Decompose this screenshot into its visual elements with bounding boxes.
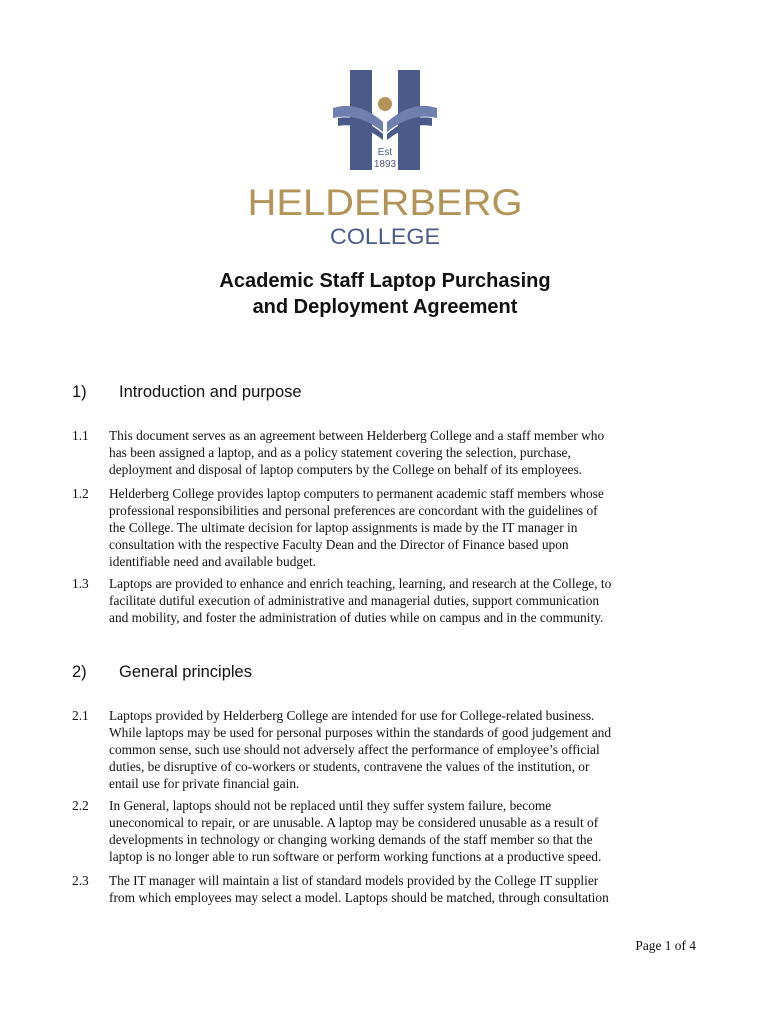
- paragraph-text: [109, 872, 709, 906]
- paragraph-line: developments in technology or changing working demands of the staff member so that the: [109, 832, 593, 847]
- paragraph-line: identifiable need and available budget.: [109, 554, 317, 569]
- section-title: Introduction and purpose: [119, 383, 302, 401]
- paragraph-line: Helderberg College provides laptop computers to permanent academic staff members whose: [109, 486, 604, 501]
- paragraph-line: consultation with the respective Faculty Dean and the Director of Finance based upon: [109, 537, 569, 552]
- title-line-2: and Deployment Agreement: [252, 296, 518, 318]
- paragraph-line: deployment and disposal of laptop computers by the College on behalf of its employees.: [109, 462, 583, 477]
- paragraph-line: Laptops provided by Helderberg College are intended for use for College-related business.: [109, 708, 595, 723]
- paragraph-number: 2.1: [72, 708, 89, 723]
- paragraph-line: This document serves as an agreement between Helderberg College and a staff member who: [109, 428, 605, 443]
- paragraph-line: laptop is no longer able to run software or perform working functions at a productive speed.: [109, 849, 602, 864]
- section-number: 1): [72, 383, 87, 401]
- paragraph-line: the College. The ultimate decision for laptop assignments is made by the IT manager in: [109, 520, 578, 535]
- paragraph-line: The IT manager will maintain a list of standard models provided by the College IT supplier: [109, 873, 599, 888]
- title-line-1: Academic Staff Laptop Purchasing: [219, 270, 551, 292]
- paragraph-number: 2.3: [72, 873, 89, 888]
- paragraph-line: In General, laptops should not be replaced until they suffer system failure, become: [109, 798, 552, 813]
- paragraph-line: common sense, such use should not adversely affect the performance of employee’s official: [109, 742, 600, 757]
- paragraph-line: from which employees may select a model. Laptops should be matched, through consultation: [109, 890, 609, 905]
- paragraph-line: While laptops may be used for personal purposes within the standards of good judgement and: [109, 725, 612, 740]
- college-crest-icon: [240, 60, 530, 255]
- page-number: Page 1 of 4: [635, 938, 696, 953]
- paragraph-text: [109, 797, 709, 865]
- college-logo: [240, 60, 530, 255]
- paragraph-number: 1.2: [72, 486, 89, 501]
- paragraph-line: Laptops are provided to enhance and enrich teaching, learning, and research at the College, to: [109, 576, 612, 591]
- document-title: [0, 268, 770, 320]
- paragraph-line: and mobility, and foster the administration of duties while on campus and in the community.: [109, 610, 604, 625]
- paragraph-text: [109, 427, 709, 478]
- section-number: 2): [72, 663, 87, 681]
- paragraph-number: 2.2: [72, 798, 89, 813]
- paragraph-number: 1.1: [72, 428, 89, 443]
- logo-name: HELDERBERG: [247, 182, 523, 223]
- paragraph-text: [109, 707, 709, 792]
- paragraph-line: uneconomical to repair, or are unusable. A laptop may be considered unusable as a result of: [109, 815, 599, 830]
- paragraph-line: entail use for private financial gain.: [109, 776, 300, 791]
- paragraph-number: 1.3: [72, 576, 89, 591]
- crest-gold-dot: [378, 97, 392, 111]
- section-title: General principles: [119, 663, 252, 681]
- paragraph-line: duties, be disruptive of co-workers or students, contravene the values of the institution, or: [109, 759, 590, 774]
- paragraph-line: facilitate dutiful execution of administrative and managerial duties, support communication: [109, 593, 600, 608]
- paragraph-line: professional responsibilities and personal preferences are concordant with the guidelines of: [109, 503, 598, 518]
- paragraph-line: has been assigned a laptop, and as a policy statement covering the selection, purchase,: [109, 445, 571, 460]
- logo-college: COLLEGE: [330, 224, 440, 249]
- logo-year: 1893: [373, 159, 397, 170]
- paragraph-text: [109, 575, 709, 626]
- paragraph-text: [109, 485, 709, 570]
- logo-est: Est: [377, 147, 393, 158]
